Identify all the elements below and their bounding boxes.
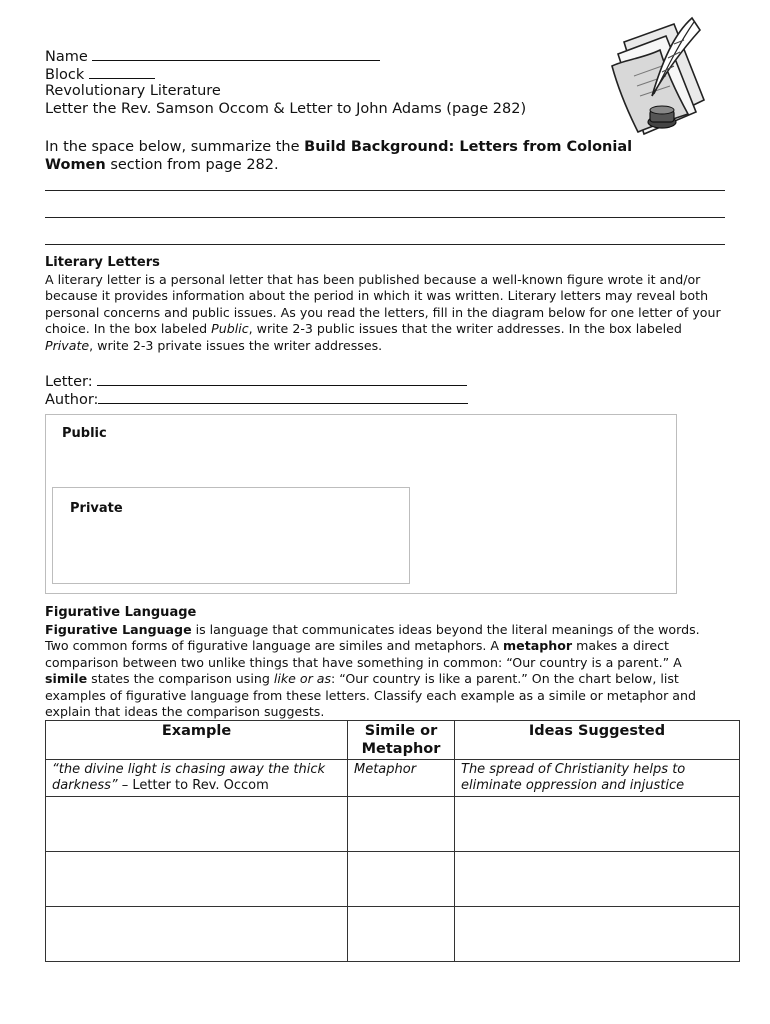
- answer-line-3[interactable]: [45, 244, 725, 245]
- blank-cell[interactable]: [46, 852, 348, 907]
- figurative-table: [45, 720, 740, 962]
- col-ideas: Ideas Suggested: [455, 721, 740, 760]
- table-row[interactable]: [46, 852, 740, 907]
- letter-blank[interactable]: [97, 371, 467, 386]
- answer-line-1[interactable]: [45, 190, 725, 191]
- type-cell: Metaphor: [348, 760, 455, 797]
- name-label: Name: [45, 49, 88, 65]
- summary-section-name: Build Background: Letters from Colonial Women: [45, 139, 633, 173]
- author-field[interactable]: [45, 389, 468, 409]
- summary-intro: In the space below, summarize the: [45, 139, 305, 155]
- block-blank[interactable]: [89, 64, 155, 79]
- blank-cell[interactable]: [46, 907, 348, 962]
- summary-outro: section from page 282.: [105, 157, 279, 173]
- summary-prompt: [45, 138, 685, 174]
- blank-cell[interactable]: [348, 852, 455, 907]
- block-field[interactable]: [45, 64, 155, 84]
- blank-cell[interactable]: [348, 907, 455, 962]
- letter-label: Letter:: [45, 374, 93, 390]
- name-blank[interactable]: [92, 46, 380, 61]
- public-label: Public: [62, 426, 107, 441]
- public-box[interactable]: [45, 414, 677, 594]
- figurative-paragraph: Figurative Language is language that communicates ideas beyond the literal meanings of the words. Two common forms of figurative language are similes and metaphors. A metaphor makes a direct comparison between two unlike things that have something in common: “Our country is a parent.” A simile states the comparison using like or as: “Our country is like a parent.” On the chart below, list examples of figurative language from these letters. Classify each example as a simile or metaphor and explain that ideas the comparison suggests.: [45, 622, 700, 720]
- table-row[interactable]: [46, 797, 740, 852]
- table-row: [46, 760, 740, 797]
- col-example: Example: [46, 721, 348, 760]
- author-blank[interactable]: [98, 389, 468, 404]
- blank-cell[interactable]: [46, 797, 348, 852]
- author-label: Author:: [45, 392, 99, 408]
- literary-letters-paragraph: A literary letter is a personal letter that has been published because a well-known figure wrote it and/or because it provides information about the period in which it was written. Literary letters may reveal both personal concerns and public issues. As you read the letters, fill in the diagram below for one letter of your choice. In the box labeled Public, write 2-3 public issues that the writer addresses. In the box labeled Private, write 2-3 private issues the writer addresses.: [45, 272, 721, 353]
- private-label: Private: [70, 501, 123, 516]
- name-field[interactable]: [45, 46, 380, 66]
- idea-cell: The spread of Christianity helps to eliminate oppression and injustice: [455, 760, 740, 797]
- literary-letters-heading: Literary Letters: [45, 255, 160, 270]
- assignment-title: Letter the Rev. Samson Occom & Letter to John Adams (page 282): [45, 101, 527, 117]
- quill-and-letter-icon: [604, 14, 712, 138]
- block-label: Block: [45, 67, 85, 83]
- blank-cell[interactable]: [455, 907, 740, 962]
- col-simile-metaphor: Simile or Metaphor: [348, 721, 455, 760]
- blank-cell[interactable]: [455, 797, 740, 852]
- blank-cell[interactable]: [455, 852, 740, 907]
- course-title: Revolutionary Literature: [45, 83, 221, 99]
- example-cell: “the divine light is chasing away the thick darkness” – Letter to Rev. Occom: [46, 760, 348, 797]
- private-box[interactable]: [52, 487, 410, 584]
- figurative-heading: Figurative Language: [45, 605, 197, 620]
- answer-line-2[interactable]: [45, 217, 725, 218]
- letter-field[interactable]: [45, 371, 467, 391]
- table-row[interactable]: [46, 907, 740, 962]
- blank-cell[interactable]: [348, 797, 455, 852]
- table-header-row: [46, 721, 740, 760]
